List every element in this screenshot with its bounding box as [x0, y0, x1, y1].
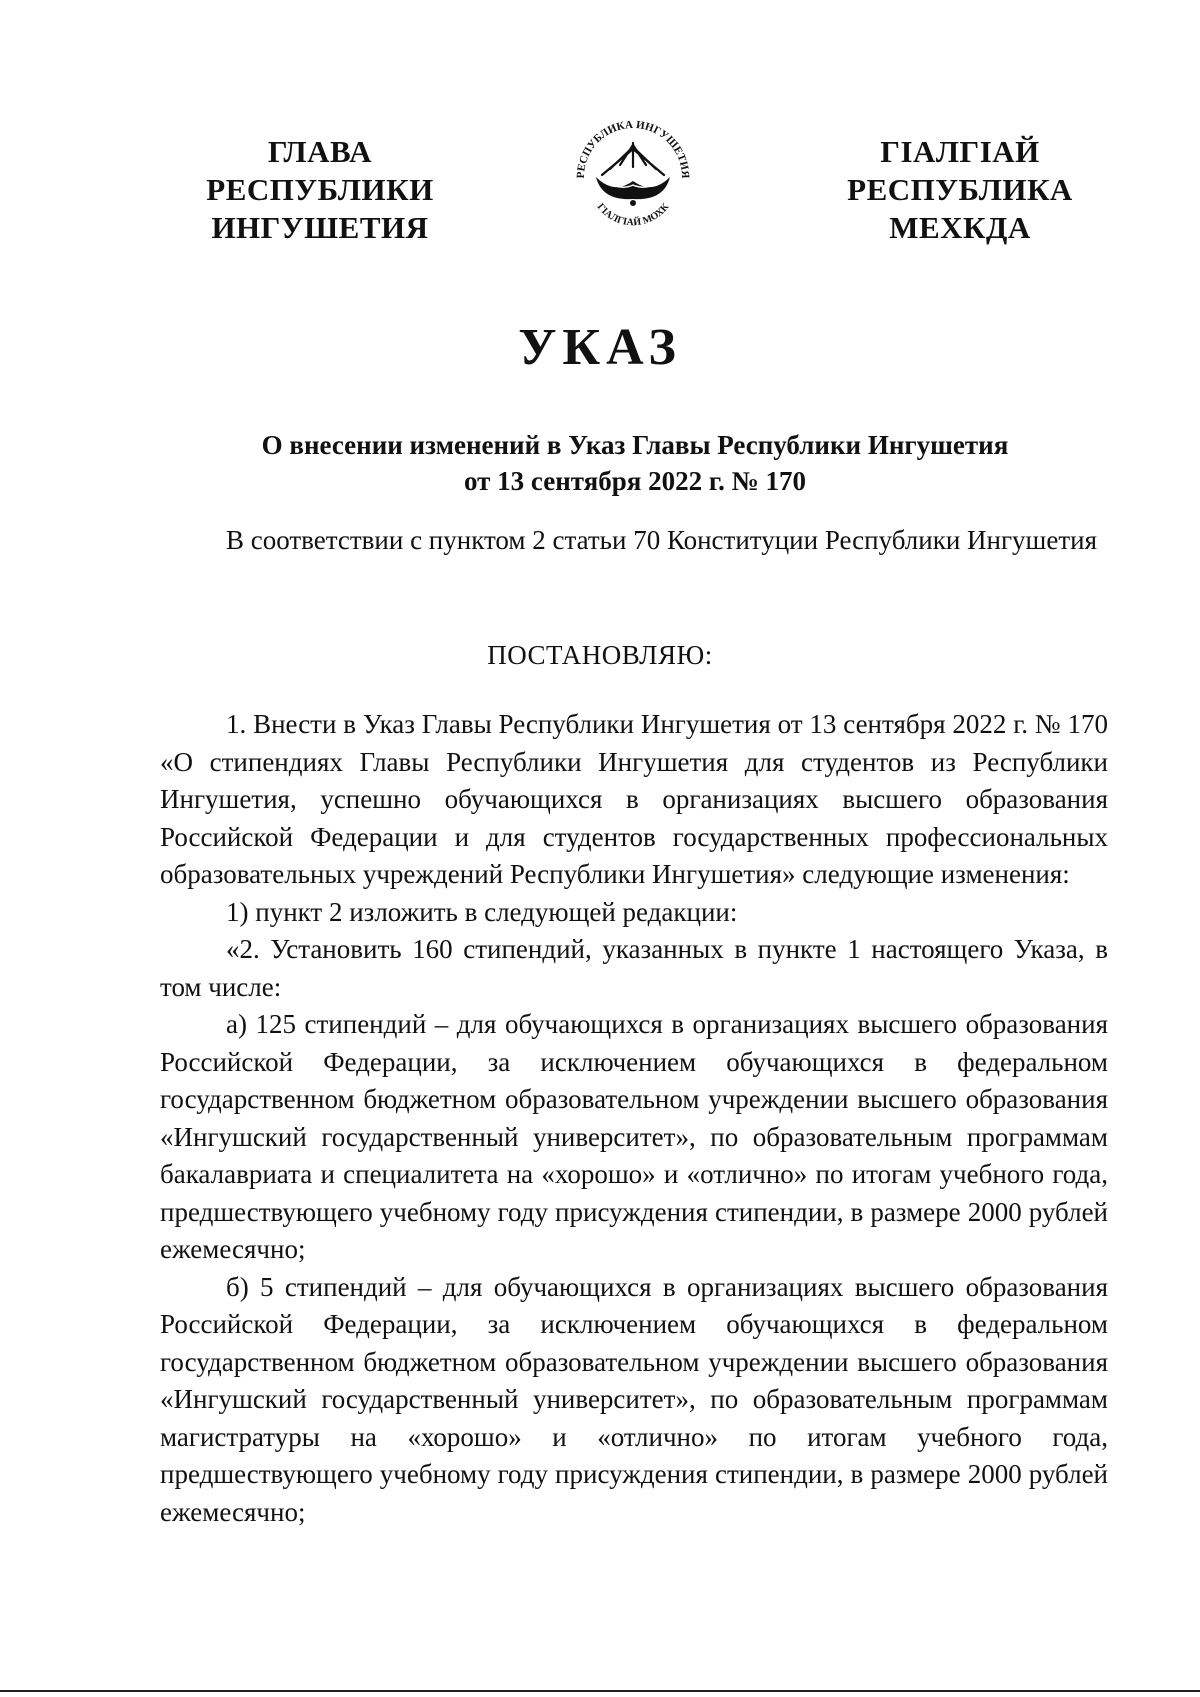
decree-word: ПОСТАНОВЛЯЮ:: [487, 640, 713, 670]
header-left-block: [190, 133, 450, 247]
subject-line-1: О внесении изменений в Указ Главы Республики Ингушетия: [261, 430, 1009, 460]
header-left-line-2: РЕСПУБЛИКИ: [206, 172, 434, 207]
decree-content: [160, 706, 1108, 1531]
header-left-line-3: ИНГУШЕТИЯ: [211, 210, 429, 245]
page-bottom-rule: [0, 1690, 1200, 1692]
header-left-line-1: ГЛАВА: [267, 134, 373, 169]
header-right-line-2: РЕСПУБЛИКА: [847, 172, 1073, 207]
emblem-bottom-text: ГIАЛГIАЙ МОХК: [594, 201, 672, 229]
document-title: УКАЗ: [518, 319, 682, 376]
header-right-line-1: ГIАЛГIАЙ: [880, 134, 1040, 169]
paragraph-4: а) 125 стипендий – для обучающихся в организациях высшего образования Российской Федерации, за исключением обучающихся в федеральном государственном бюджетном образовательном учреждении высшего образования «Ингушский государственный университет», по образовательным программам бакалавриата и специалитета на «хорошо» и «отлично» по итогам учебного года, предшествующего учебному году присуждения стипендии, в размере 2000 рублей ежемесячно;: [160, 1009, 1108, 1264]
emblem-top-text: РЕСПУБЛИКА ИНГУШЕТИЯ: [574, 118, 692, 179]
legal-basis: [160, 522, 1108, 560]
ingushetia-emblem-icon: [568, 115, 698, 237]
paragraph-2: 1) пункт 2 изложить в следующей редакции:: [226, 896, 738, 927]
header-right-block: [830, 133, 1090, 247]
header-right-line-3: МЕХКДА: [889, 210, 1031, 245]
document-subject: [160, 427, 1110, 499]
basis-paragraph: В соответствии с пунктом 2 статьи 70 Конституции Республики Ингушетия: [226, 525, 1097, 555]
paragraph-3: «2. Установить 160 стипендий, указанных в пункте 1 настоящего Указа, в том числе:: [160, 934, 1108, 1002]
paragraph-1: 1. Внести в Указ Главы Республики Ингушетия от 13 сентября 2022 г. № 170 «О стипендиях Главы Республики Ингушетия для студентов из Республики Ингушетия, успешно обучающихся в организациях высшего образования Российской Федерации и для студентов государственных профессиональных образовательных учреждений Республики Ингушетия» следующие изменения:: [160, 709, 1108, 889]
subject-line-2: от 13 сентября 2022 г. № 170: [464, 466, 806, 496]
paragraph-5: б) 5 стипендий – для обучающихся в организациях высшего образования Российской Федерации, за исключением обучающихся в федеральном государственном бюджетном образовательном учреждении высшего образования «Ингушский государственный университет», по образовательным программам магистратуры на «хорошо» и «отлично» по итогам учебного года, предшествующего учебному году присуждения стипендии, в размере 2000 рублей ежемесячно;: [160, 1271, 1108, 1527]
